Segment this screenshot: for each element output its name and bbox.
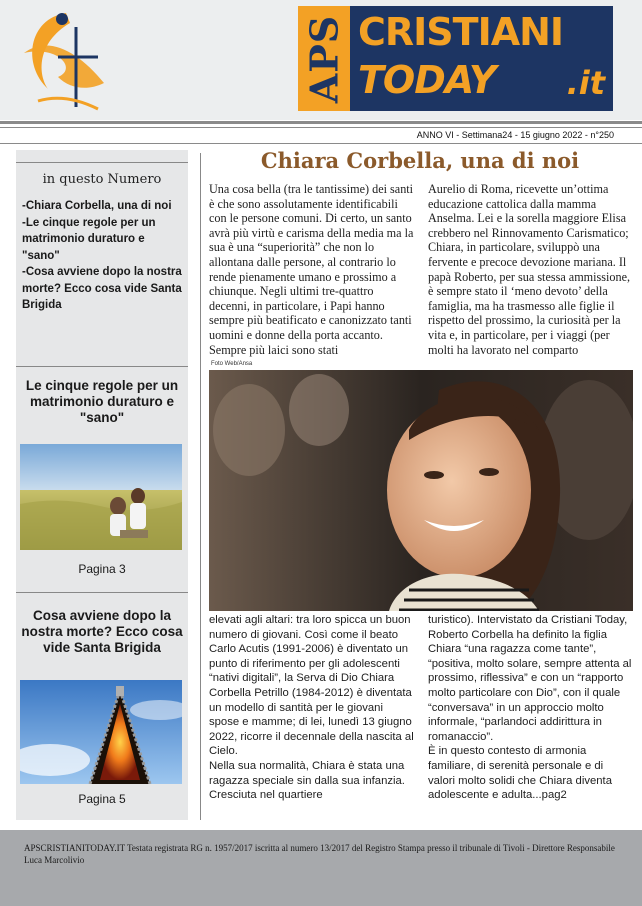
couple-in-field-image — [20, 444, 182, 550]
toc-item[interactable]: -Chiara Corbella, una di noi — [22, 200, 172, 212]
title-cristiani: CRISTIANI — [358, 10, 564, 54]
article-photo — [209, 370, 633, 611]
header-divider — [0, 121, 642, 124]
article-column-1-bottom: elevati agli altari: tra loro spicca un buon numero di giovani. Così come il beato Carlo Acutis (1991-2006) è diventato un punto di riferimento per gli adolescenti “nativi digitali”, la Serva di Dio Chiara Corbella Petrillo (1984-2012) è diventata un modello di santità per le giovani spose e mamme; di lei, lunedì 13 giugno 2022, ricorre il decennale della nascita al Cielo. Nella sua normalità, Chiara è stata una ragazza speciale sin dalla sua infanzia. Cresciuta nel quartiere — [209, 614, 414, 802]
article-title: Chiara Corbella, una di noi — [260, 148, 580, 173]
teaser-title[interactable]: Cosa avviene dopo la nostra morte? Ecco cosa vide Santa Brigida — [21, 608, 183, 655]
masthead-logo — [298, 6, 613, 111]
toc-item[interactable]: -Cosa avviene dopo la nostra morte? Ecco cosa vide Santa Brigida — [22, 266, 182, 311]
issue-divider — [0, 143, 642, 144]
sidebar — [16, 150, 188, 820]
article-column-2-bottom: turistico). Intervistato da Cristiani Today, Roberto Corbella ha definito la figlia Chiara “una ragazza come tante”, “positiva, molto solare, sempre attenta al prossimo, riflessiva” e con un “rapporto molto particolare con Dio”, con il quale “conversava” in un approccio molto informale, “parlandoci addirittura in romanaccio”. È in questo contesto di armonia familiare, di serenità personale e di valori molto solidi che Chiara diventa adolescente e adulta...pag2 — [428, 614, 632, 802]
ichthys-cross-logo-icon — [18, 5, 110, 113]
zipper-thumbnail[interactable] — [20, 680, 182, 784]
title-domain: .it — [566, 64, 605, 102]
article-column-1-top: Una cosa bella (tra le tantissime) dei santi è che sono assolutamente identificabili con le persone comuni. Di certo, un santo avrà più virtù e carisma della media ma la sua è una “superiorità” che non lo allontana dalle persone, al contrario lo rende pienamente umano e prossimo a chiunque. Negli ultimi tre-quattro decenni, in particolare, i Papi hanno sempre più beatificato e canonizzato tanti uomini e donne della porta accanto. Sempre più laici sono stati — [209, 182, 414, 357]
footer — [0, 830, 642, 906]
column-divider — [200, 153, 201, 820]
table-of-contents — [22, 198, 184, 314]
toc-item[interactable]: -Le cinque regole per un matrimonio duraturo e "sano" — [22, 216, 156, 262]
title-today: TODAY — [358, 58, 496, 102]
teaser-title[interactable]: Le cinque regole per un matrimonio duraturo e "sano" — [25, 378, 179, 425]
couple-thumbnail[interactable] — [20, 444, 182, 550]
masthead-header — [0, 0, 642, 120]
sidebar-divider — [16, 592, 188, 593]
header-divider-thin — [0, 127, 642, 128]
sidebar-divider — [16, 162, 188, 163]
aps-label: APS — [301, 14, 347, 103]
article-column-2-top: Aurelio di Roma, ricevette un’ottima educazione cattolica dalla mamma Anselma. Lei e la sorella maggiore Elisa crebbero nel Rinnovamento Carismatico; Chiara, in particolare, sviluppò una fervente e precoce devozione mariana. Il papà Roberto, per sua stessa ammissione, è sempre stato il ‘meno devoto’ della famiglia, ma ha trasmesso alle figlie il rispetto del prossimo, la curiosità per la vita e, in particolare, per i viaggi (per molti ha lavorato nel comparto — [428, 182, 631, 357]
teaser-page-number: Pagina 5 — [78, 792, 126, 806]
smiling-young-woman-photo — [209, 370, 633, 611]
zipper-fire-sky-image — [20, 680, 182, 784]
footer-legal-text: APSCRISTIANITODAY.IT Testata registrata RG n. 1957/2017 iscritta al numero 13/2017 del Registro Stampa presso il tribunale di Tivoli - Direttore Responsabile Luca Marcolivio — [24, 843, 615, 865]
toc-heading: in questo Numero — [42, 172, 162, 187]
aps-panel — [298, 6, 350, 111]
sidebar-divider — [16, 366, 188, 367]
teaser-page-number: Pagina 3 — [78, 562, 126, 576]
issue-info: ANNO VI - Settimana24 - 15 giugno 2022 - n°250 — [416, 130, 614, 140]
title-panel — [350, 6, 613, 111]
photo-credit: Foto Web/Ansa — [211, 361, 253, 367]
